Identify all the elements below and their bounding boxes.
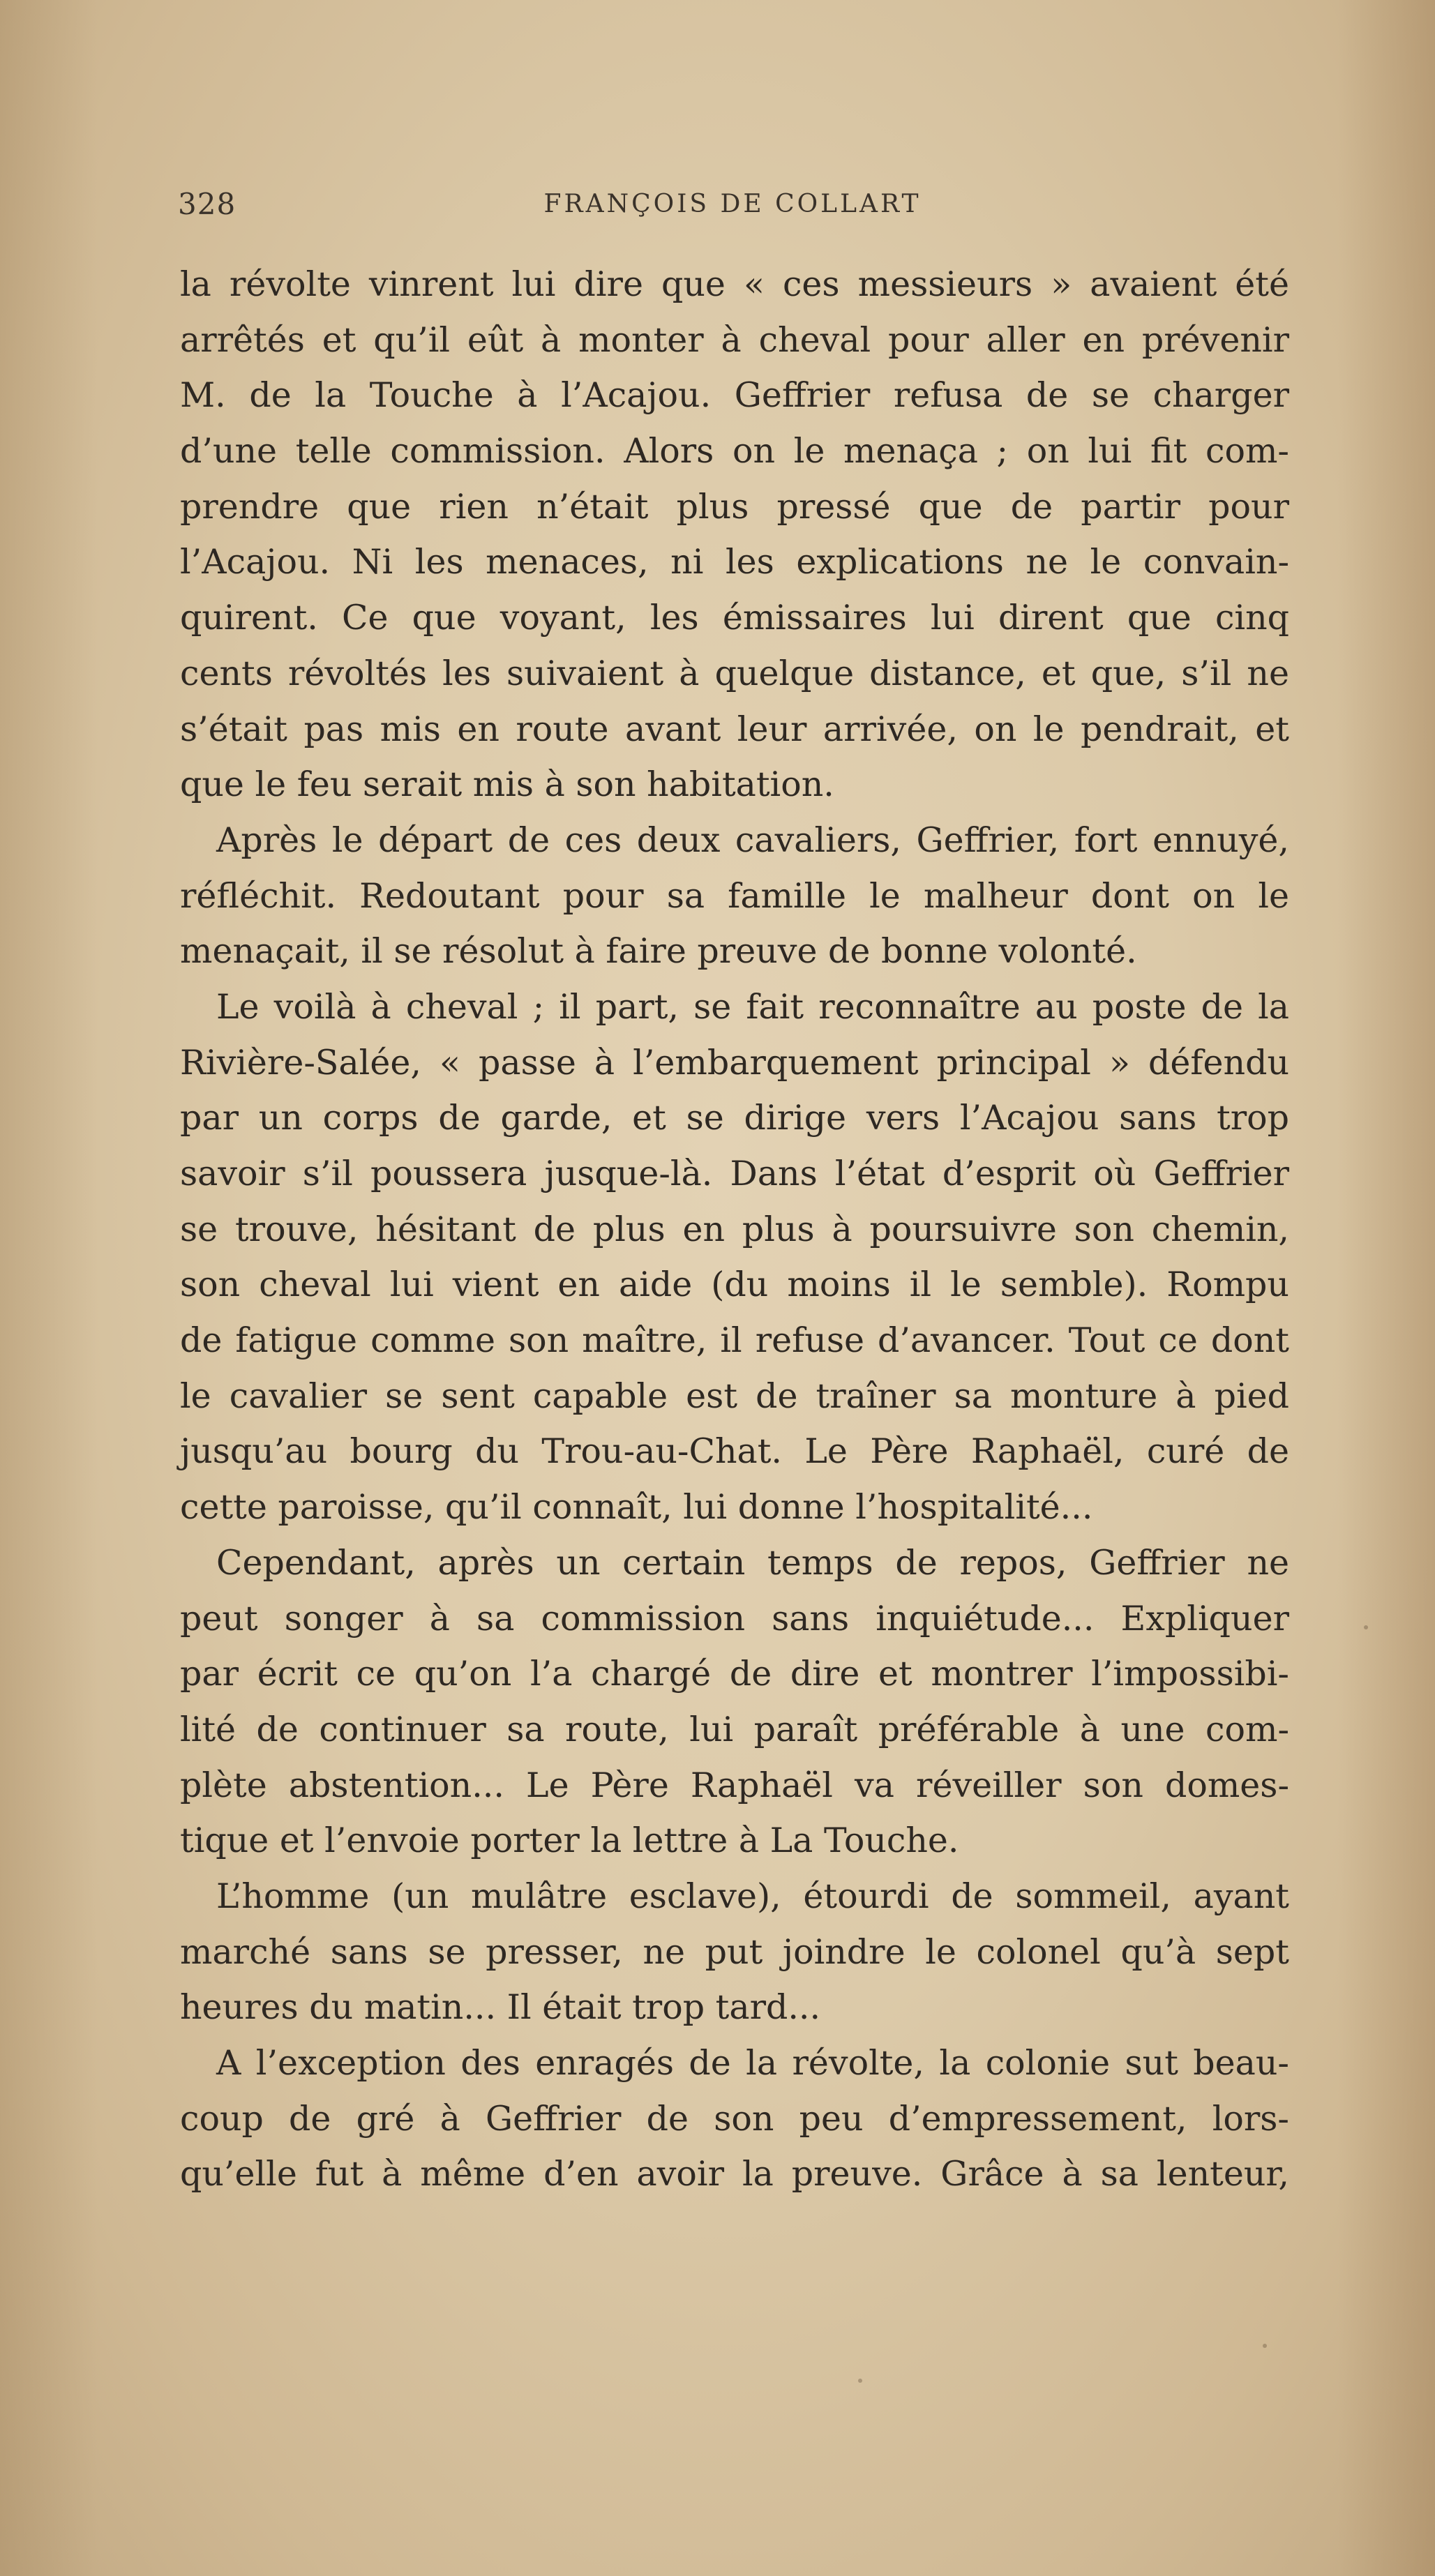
page-edge-shadow-right <box>1337 0 1435 2576</box>
text-line: heures du matin... Il était trop tard... <box>180 1987 821 2028</box>
text-line: A l’exception des enragés de la révolte, la colonie sut beau- <box>216 2043 1289 2083</box>
text-line: jusqu’au bourg du Trou-au-Chat. Le Père Raphaël, curé de <box>180 1431 1289 1472</box>
text-line: savoir s’il poussera jusque-là. Dans l’état d’esprit où Geffrier <box>180 1154 1289 1193</box>
body-text <box>180 257 1289 2202</box>
text-line: arrêtés et qu’il eût à monter à cheval pour aller en prévenir <box>180 319 1289 360</box>
text-line: peut songer à sa commission sans inquiétude... Expliquer <box>180 1598 1289 1639</box>
text-line: cents révoltés les suivaient à quelque distance, et que, s’il ne <box>180 653 1289 693</box>
text-line: Cependant, après un certain temps de repos, Geffrier ne <box>216 1542 1289 1583</box>
text-line: cette paroisse, qu’il connaît, lui donne l’hospitalité... <box>180 1487 1093 1528</box>
text-line: son cheval lui vient en aide (du moins il le semble). Rompu <box>180 1265 1289 1305</box>
text-line: par écrit ce qu’on l’a chargé de dire et montrer l’impossibi- <box>180 1654 1289 1694</box>
text-line: le cavalier se sent capable est de traîner sa monture à pied <box>180 1376 1289 1416</box>
text-line: coup de gré à Geffrier de son peu d’empressement, lors- <box>180 2098 1289 2139</box>
paper-speck <box>1263 2344 1267 2348</box>
text-line: tique et l’envoie porter la lettre à La Touche. <box>180 1821 959 1861</box>
text-line: réfléchit. Redoutant pour sa famille le malheur dont on le <box>180 875 1289 916</box>
page-edge-shadow-left <box>0 0 98 2576</box>
text-line: lité de continuer sa route, lui paraît préférable à une com- <box>180 1709 1289 1749</box>
page-header <box>178 187 1287 229</box>
text-line: Le voilà à cheval ; il part, se fait reconnaître au poste de la <box>216 986 1289 1027</box>
text-line: plète abstention... Le Père Raphaël va réveiller son domes- <box>180 1765 1289 1805</box>
text-line: marché sans se presser, ne put joindre le colonel qu’à sept <box>180 1931 1289 1972</box>
text-line: quirent. Ce que voyant, les émissaires lui dirent que cinq <box>180 598 1289 638</box>
text-line: s’était pas mis en route avant leur arrivée, on le pendrait, et <box>180 709 1289 749</box>
text-line: L’homme (un mulâtre esclave), étourdi de sommeil, ayant <box>216 1876 1289 1916</box>
text-line: prendre que rien n’était plus pressé que de partir pour <box>180 486 1289 527</box>
text-line: par un corps de garde, et se dirige vers l’Acajou sans trop <box>180 1098 1289 1138</box>
text-line: se trouve, hésitant de plus en plus à poursuivre son chemin, <box>180 1209 1289 1249</box>
text-line: que le feu serait mis à son habitation. <box>180 764 834 805</box>
paper-speck <box>858 2379 862 2383</box>
text-line: l’Acajou. Ni les menaces, ni les explications ne le convain- <box>180 542 1289 582</box>
text-line: de fatigue comme son maître, il refuse d’avancer. Tout ce dont <box>180 1320 1289 1361</box>
text-line: qu’elle fut à même d’en avoir la preuve. Grâce à sa lenteur, <box>180 2154 1289 2194</box>
paper-speck <box>1364 1625 1368 1629</box>
text-line: la révolte vinrent lui dire que « ces messieurs » avaient été <box>180 264 1289 304</box>
text-line: Après le départ de ces deux cavaliers, Geffrier, fort ennuyé, <box>216 820 1289 860</box>
running-head: FRANÇOIS DE COLLART <box>543 190 922 218</box>
text-line: Rivière-Salée, « passe à l’embarquement principal » défendu <box>180 1042 1289 1083</box>
text-line: d’une telle commission. Alors on le menaça ; on lui fit com- <box>180 431 1289 472</box>
page-number: 328 <box>178 187 236 221</box>
text-line: M. de la Touche à l’Acajou. Geffrier refusa de se charger <box>180 375 1289 416</box>
text-line: menaçait, il se résolut à faire preuve de bonne volonté. <box>180 931 1137 972</box>
